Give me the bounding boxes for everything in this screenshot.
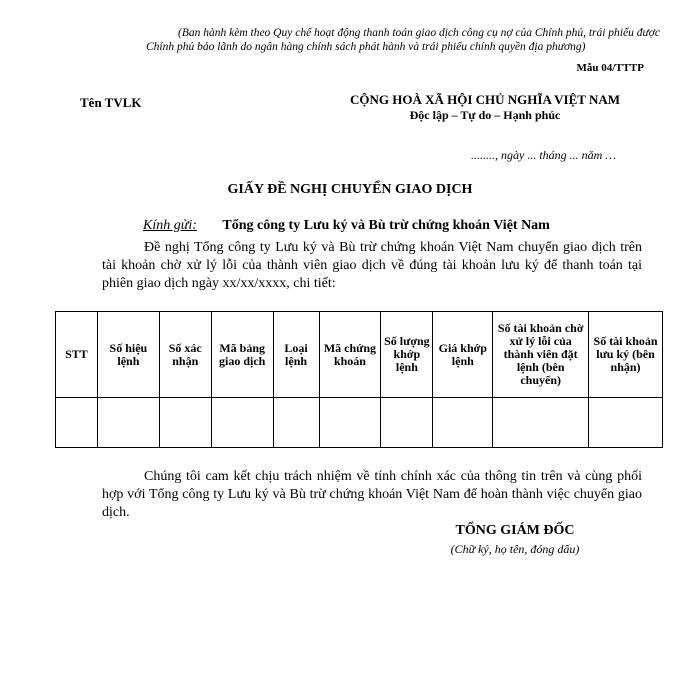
col-header-trading-board-code: Mã bảng giao dịch [211, 312, 273, 398]
table-cell[interactable] [493, 398, 589, 448]
col-header-stt: STT [56, 312, 98, 398]
intro-paragraph [102, 239, 642, 293]
signature-note: (Chữ ký, họ tên, đóng dấu) [450, 542, 580, 556]
signer-title: TỔNG GIÁM ĐỐC [455, 523, 575, 538]
table-cell[interactable] [97, 398, 159, 448]
col-header-error-account: Số tài khoản chờ xử lý lỗi của thành viên đặt lệnh (bên chuyển) [493, 312, 589, 398]
intro-text: Đề nghị Tổng công ty Lưu ký và Bù trừ chứng khoán Việt Nam chuyển giao dịch trên tài khoản chờ xử lý lỗi của thành viên giao dịch về đúng tài khoản lưu ký để thanh toán tại phiên giao dịch ngày xx/xx/xxxx, chi tiết: [102, 240, 642, 291]
table-cell[interactable] [273, 398, 319, 448]
addressee-organization: Tổng công ty Lưu ký và Bù trừ chứng khoán Việt Nam [222, 218, 550, 233]
member-name-label: Tên TVLK [80, 95, 142, 110]
table-cell[interactable] [433, 398, 493, 448]
table-header-row [56, 312, 663, 398]
col-header-matched-quantity: Số lượng khớp lệnh [381, 312, 433, 398]
table-cell[interactable] [589, 398, 663, 448]
table-cell[interactable] [56, 398, 98, 448]
regulation-note-line-1: (Ban hành kèm theo Quy chế hoạt động thanh toán giao dịch công cụ nợ của Chính phủ, trái phiếu được [178, 27, 660, 39]
addressee-label: Kính gửi: [143, 218, 197, 233]
table-cell[interactable] [159, 398, 211, 448]
national-motto: Độc lập – Tự do – Hạnh phúc [409, 108, 561, 122]
document-title: GIẤY ĐỀ NGHỊ CHUYỂN GIAO DỊCH [227, 182, 473, 197]
table-cell[interactable] [381, 398, 433, 448]
table-row [56, 398, 663, 448]
col-header-custody-account: Số tài khoản lưu ký (bên nhận) [589, 312, 663, 398]
country-name: CỘNG HOÀ XÃ HỘI CHỦ NGHĨA VIỆT NAM [349, 92, 621, 107]
regulation-note-line-2: Chính phủ bảo lãnh do ngân hàng chính sách phát hành và trái phiếu chính quyền địa phương) [146, 41, 586, 53]
date-line: ........, ngày ... tháng ... năm … [471, 148, 616, 162]
col-header-order-type: Loại lệnh [273, 312, 319, 398]
commitment-text: Chúng tôi cam kết chịu trách nhiệm về tính chính xác của thông tin trên và cùng phối hợp với Tổng công ty Lưu ký và Bù trừ chứng khoán Việt Nam để hoàn thành việc chuyển giao dịch. [102, 469, 642, 520]
col-header-order-number: Số hiệu lệnh [97, 312, 159, 398]
col-header-confirmation-number: Số xác nhận [159, 312, 211, 398]
transaction-table [55, 311, 663, 448]
table-cell[interactable] [319, 398, 381, 448]
col-header-matched-price: Giá khớp lệnh [433, 312, 493, 398]
regulation-note [100, 26, 660, 54]
table-cell[interactable] [211, 398, 273, 448]
form-code: Mẫu 04/TTTP [576, 62, 644, 74]
commitment-paragraph [102, 468, 642, 522]
col-header-security-code: Mã chứng khoán [319, 312, 381, 398]
signature-block [400, 521, 630, 557]
addressee-line [143, 218, 550, 234]
national-header [330, 92, 640, 123]
